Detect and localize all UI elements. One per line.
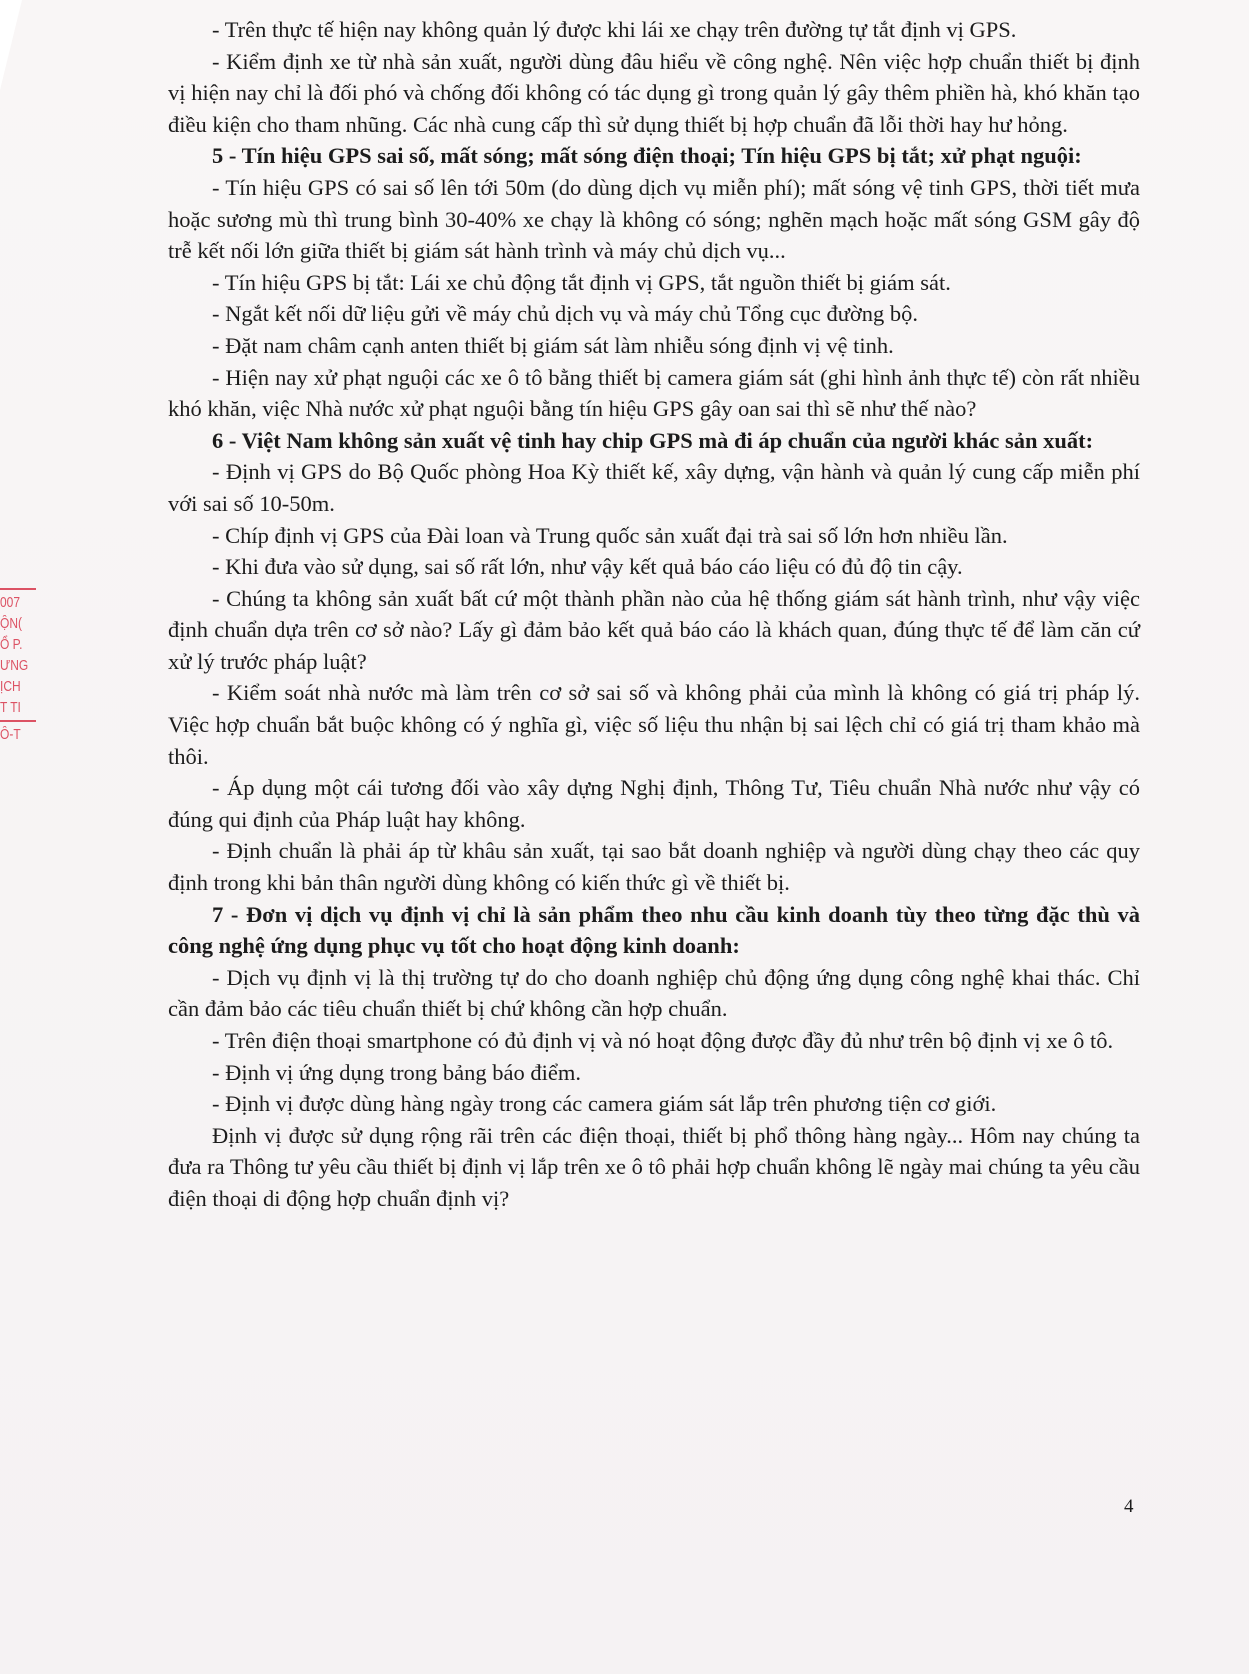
paragraph: - Hiện nay xử phạt nguội các xe ô tô bằng thiết bị camera giám sát (ghi hình ảnh thực tế) còn rất nhiều khó khăn, việc Nhà nước xử phạt nguội bằng tín hiệu GPS gây oan sai thì sẽ như thế nào? xyxy=(168,364,1140,422)
stamp-rule xyxy=(0,720,36,722)
stamp-line: ỘN( xyxy=(0,615,22,632)
section-heading-6: 6 - Việt Nam không sản xuất vệ tinh hay chip GPS mà đi áp chuẩn của người khác sản xuất: xyxy=(212,427,1094,453)
stamp-line: ỊCH xyxy=(0,678,21,695)
stamp-rule xyxy=(0,588,36,590)
paragraph: Định vị được sử dụng rộng rãi trên các điện thoại, thiết bị phổ thông hàng ngày... Hôm nay chúng ta đưa ra Thông tư yêu cầu thiết bị định vị lắp trên xe ô tô phải hợp chuẩn không lẽ ngày mai chúng ta yêu cầu điện thoại di động hợp chuẩn định vị? xyxy=(168,1122,1140,1211)
section-heading-7: 7 - Đơn vị dịch vụ định vị chỉ là sản phẩm theo nhu cầu kinh doanh tùy theo từng đặc thù và công nghệ ứng dụng phục vụ tốt cho hoạt động kinh doanh: xyxy=(168,901,1140,959)
page-number: 4 xyxy=(1124,1496,1134,1517)
paragraph: - Trên điện thoại smartphone có đủ định vị và nó hoạt động được đầy đủ như trên bộ định vị xe ô tô. xyxy=(212,1028,1114,1053)
red-stamp-fragment xyxy=(0,586,40,786)
section-heading-5: 5 - Tín hiệu GPS sai số, mất sóng; mất sóng điện thoại; Tín hiệu GPS bị tắt; xử phạt nguội: xyxy=(212,143,1082,169)
paragraph: - Dịch vụ định vị là thị trường tự do cho doanh nghiệp chủ động ứng dụng công nghệ khai thác. Chỉ cần đảm bảo các tiêu chuẩn thiết bị chứ không cần hợp chuẩn. xyxy=(168,964,1140,1022)
stamp-line: 007 xyxy=(0,594,21,611)
paragraph: - Chúng ta không sản xuất bất cứ một thành phần nào của hệ thống giám sát hành trình, như vậy việc định chuẩn dựa trên cơ sở nào? Lấy gì đảm bảo kết quả báo cáo là khách quan, đúng thực tế để làm căn cứ xử lý trước pháp luật? xyxy=(168,585,1140,674)
stamp-line: Ô-T xyxy=(0,726,21,743)
paragraph: - Ngắt kết nối dữ liệu gửi về máy chủ dịch vụ và máy chủ Tổng cục đường bộ. xyxy=(212,301,919,327)
page-corner-fold xyxy=(0,0,22,90)
paragraph: - Định vị được dùng hàng ngày trong các camera giám sát lắp trên phương tiện cơ giới. xyxy=(212,1091,997,1117)
paragraph: - Kiểm soát nhà nước mà làm trên cơ sở sai số và không phải của mình là không có giá trị pháp lý. Việc hợp chuẩn bắt buộc không có ý nghĩa gì, việc số liệu thu nhận bị sai lệch chỉ có giá trị tham khảo mà thôi. xyxy=(168,680,1140,769)
paragraph: - Kiểm định xe từ nhà sản xuất, người dùng đâu hiểu về công nghệ. Nên việc hợp chuẩn thiết bị định vị hiện nay chỉ là đối phó và chống đối không có tác dụng gì trong quản lý gây thêm phiền hà, khó khăn tạo điều kiện cho tham nhũng. Các nhà cung cấp thì sử dụng thiết bị hợp chuẩn đã lỗi thời hay hư hỏng. xyxy=(168,48,1140,137)
paragraph: - Tín hiệu GPS bị tắt: Lái xe chủ động tắt định vị GPS, tắt nguồn thiết bị giám sát. xyxy=(212,269,951,295)
paragraph: - Đặt nam châm cạnh anten thiết bị giám sát làm nhiễu sóng định vị vệ tinh. xyxy=(212,332,894,358)
paragraph: - Chíp định vị GPS của Đài loan và Trung quốc sản xuất đại trà sai số lớn hơn nhiều lần. xyxy=(212,522,1008,548)
document-body xyxy=(168,14,1140,1215)
stamp-line: T TI xyxy=(0,699,21,716)
paragraph: - Tín hiệu GPS có sai số lên tới 50m (do dùng dịch vụ miễn phí); mất sóng vệ tinh GPS, thời tiết mưa hoặc sương mù thì trung bình 30-40% xe chạy là không có sóng; nghẽn mạch hoặc mất sóng GSM gây độ trễ kết nối lớn giữa thiết bị giám sát hành trình và máy chủ dịch vụ... xyxy=(168,174,1140,264)
paragraph: - Áp dụng một cái tương đối vào xây dựng Nghị định, Thông Tư, Tiêu chuẩn Nhà nước như vậy có đúng qui định của Pháp luật hay không. xyxy=(168,775,1140,832)
stamp-line: Ổ P. xyxy=(0,636,23,653)
paragraph: - Định chuẩn là phải áp từ khâu sản xuất, tại sao bắt doanh nghiệp và người dùng chạy theo các quy định trong khi bản thân người dùng không có kiến thức gì về thiết bị. xyxy=(168,838,1140,896)
paragraph: - Trên thực tế hiện nay không quản lý được khi lái xe chạy trên đường tự tắt định vị GPS. xyxy=(212,17,1017,42)
paragraph: - Định vị GPS do Bộ Quốc phòng Hoa Kỳ thiết kế, xây dựng, vận hành và quản lý cung cấp miễn phí với sai số 10-50m. xyxy=(168,459,1140,516)
stamp-line: ƯNG xyxy=(0,657,29,674)
paragraph: - Khi đưa vào sử dụng, sai số rất lớn, như vậy kết quả báo cáo liệu có đủ độ tin cậy. xyxy=(212,554,963,580)
paragraph: - Định vị ứng dụng trong bảng báo điểm. xyxy=(212,1059,582,1085)
